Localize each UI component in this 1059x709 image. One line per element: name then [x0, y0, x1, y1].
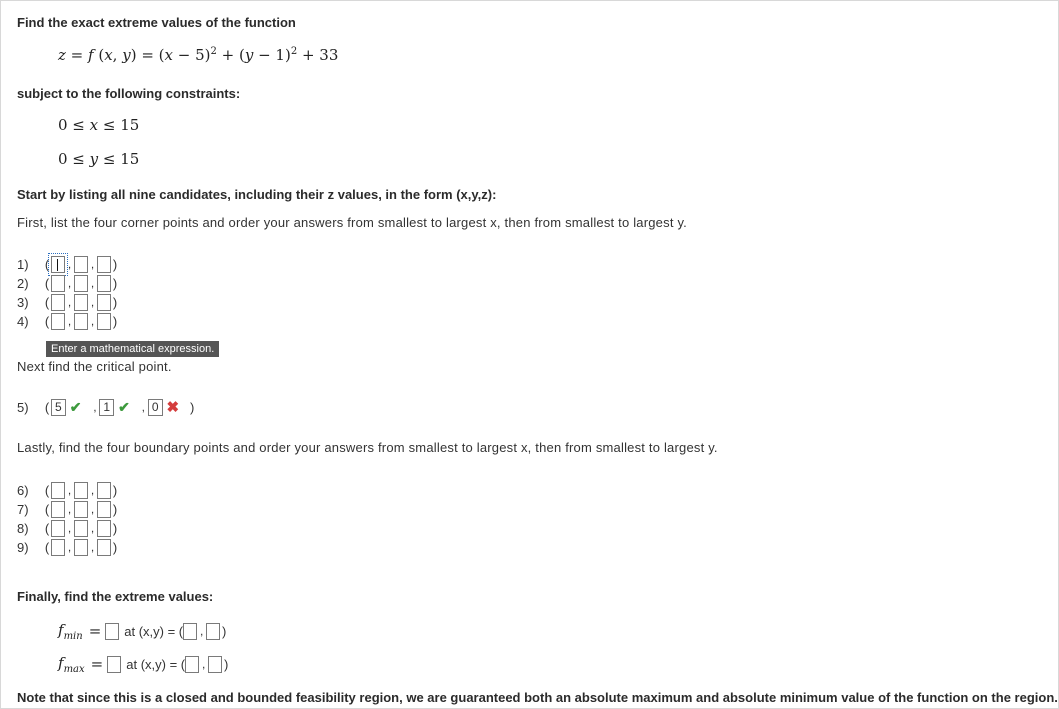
candidates-heading: Start by listing all nine candidates, including their z values, in the form (x,y,z):: [17, 187, 497, 202]
critical-instruction: Next find the critical point.: [17, 359, 172, 374]
y-input[interactable]: [74, 501, 88, 518]
z-input[interactable]: [97, 275, 111, 292]
x-input[interactable]: [51, 501, 65, 518]
constraints-heading: subject to the following constraints:: [17, 86, 241, 101]
x-input[interactable]: [51, 256, 65, 273]
fmax-row: $f_{max}$ = at (x,y) = ( , ): [58, 653, 229, 675]
z-input[interactable]: [97, 539, 111, 556]
y-input[interactable]: [74, 482, 88, 499]
x-input[interactable]: [51, 539, 65, 556]
y-answer-input[interactable]: 1: [99, 399, 114, 416]
row-number: 1): [17, 256, 29, 272]
fmax-y-input[interactable]: [208, 656, 222, 673]
x-answer-input[interactable]: 5: [51, 399, 66, 416]
y-input[interactable]: [74, 294, 88, 311]
candidate-row-5: 5) ( 5 ✔ , 1 ✔ , 0 ✖ ): [17, 398, 195, 416]
candidate-row-8: 8) ( , , ): [17, 520, 118, 536]
y-input[interactable]: [74, 256, 88, 273]
fmax-value-input[interactable]: [107, 656, 121, 673]
fmin-x-input[interactable]: [183, 623, 197, 640]
fmin-label: $f_{min}$: [58, 620, 83, 642]
boundary-instruction: Lastly, find the four boundary points and order your answers from smallest to largest x, then from smallest to largest y.: [17, 440, 718, 455]
z-input[interactable]: [97, 482, 111, 499]
check-icon: ✔: [69, 398, 82, 415]
fmax-label: $f_{max}$: [58, 653, 85, 675]
fmax-x-input[interactable]: [185, 656, 199, 673]
candidate-row-3: 3) ( , , ): [17, 294, 118, 310]
x-input[interactable]: [51, 313, 65, 330]
z-answer-input[interactable]: 0: [148, 399, 163, 416]
row-number: 7): [17, 501, 29, 517]
candidate-row-4: 4) ( , , ): [17, 313, 118, 329]
z-input[interactable]: [97, 501, 111, 518]
row-number: 2): [17, 275, 29, 291]
z-input[interactable]: [97, 520, 111, 537]
constraint-y: 0 ≤ y ≤ 15: [58, 150, 140, 168]
candidate-row-9: 9) ( , , ): [17, 539, 118, 555]
row-number: 4): [17, 313, 29, 329]
z-input[interactable]: [97, 294, 111, 311]
candidate-row-1: 1) ( , , ): [17, 256, 118, 272]
corner-instruction: First, list the four corner points and order your answers from smallest to largest x, then from smallest to largest y.: [17, 215, 687, 230]
x-input[interactable]: [51, 520, 65, 537]
row-number: 5): [17, 399, 29, 415]
row-number: 3): [17, 294, 29, 310]
check-icon: ✔: [118, 398, 130, 415]
row-number: 9): [17, 539, 29, 555]
candidate-row-2: 2) ( , , ): [17, 275, 118, 291]
problem-title: Find the exact extreme values of the function: [17, 15, 296, 30]
cross-icon: ✖: [166, 399, 180, 416]
constraint-x: 0 ≤ x ≤ 15: [58, 116, 140, 134]
candidate-row-6: 6) ( , , ): [17, 482, 118, 498]
row-number: 6): [17, 482, 29, 498]
note-text: Note that since this is a closed and bounded feasibility region, we are guaranteed both an absolute maximum and absolute minimum value of the function on the region.: [17, 690, 1058, 705]
row-number: 8): [17, 520, 29, 536]
at-label: at (x,y) = (: [124, 623, 184, 639]
z-input[interactable]: [97, 313, 111, 330]
input-tooltip: Enter a mathematical expression.: [46, 341, 219, 357]
x-input[interactable]: [51, 294, 65, 311]
fmin-y-input[interactable]: [206, 623, 220, 640]
fmin-row: $f_{min}$ = at (x,y) = ( , ): [58, 620, 227, 642]
extreme-heading: Finally, find the extreme values:: [17, 589, 214, 604]
y-input[interactable]: [74, 520, 88, 537]
z-input[interactable]: [97, 256, 111, 273]
x-input[interactable]: [51, 275, 65, 292]
y-input[interactable]: [74, 275, 88, 292]
y-input[interactable]: [74, 539, 88, 556]
candidate-row-7: 7) ( , , ): [17, 501, 118, 517]
fmin-value-input[interactable]: [105, 623, 119, 640]
text-caret: [57, 259, 58, 271]
x-input[interactable]: [51, 482, 65, 499]
y-input[interactable]: [74, 313, 88, 330]
at-label: at (x,y) = (: [126, 656, 186, 672]
function-equation: z = f (x, $y) = (x - 5)^2 + (y - 1)^2 + 33$: [58, 46, 339, 64]
